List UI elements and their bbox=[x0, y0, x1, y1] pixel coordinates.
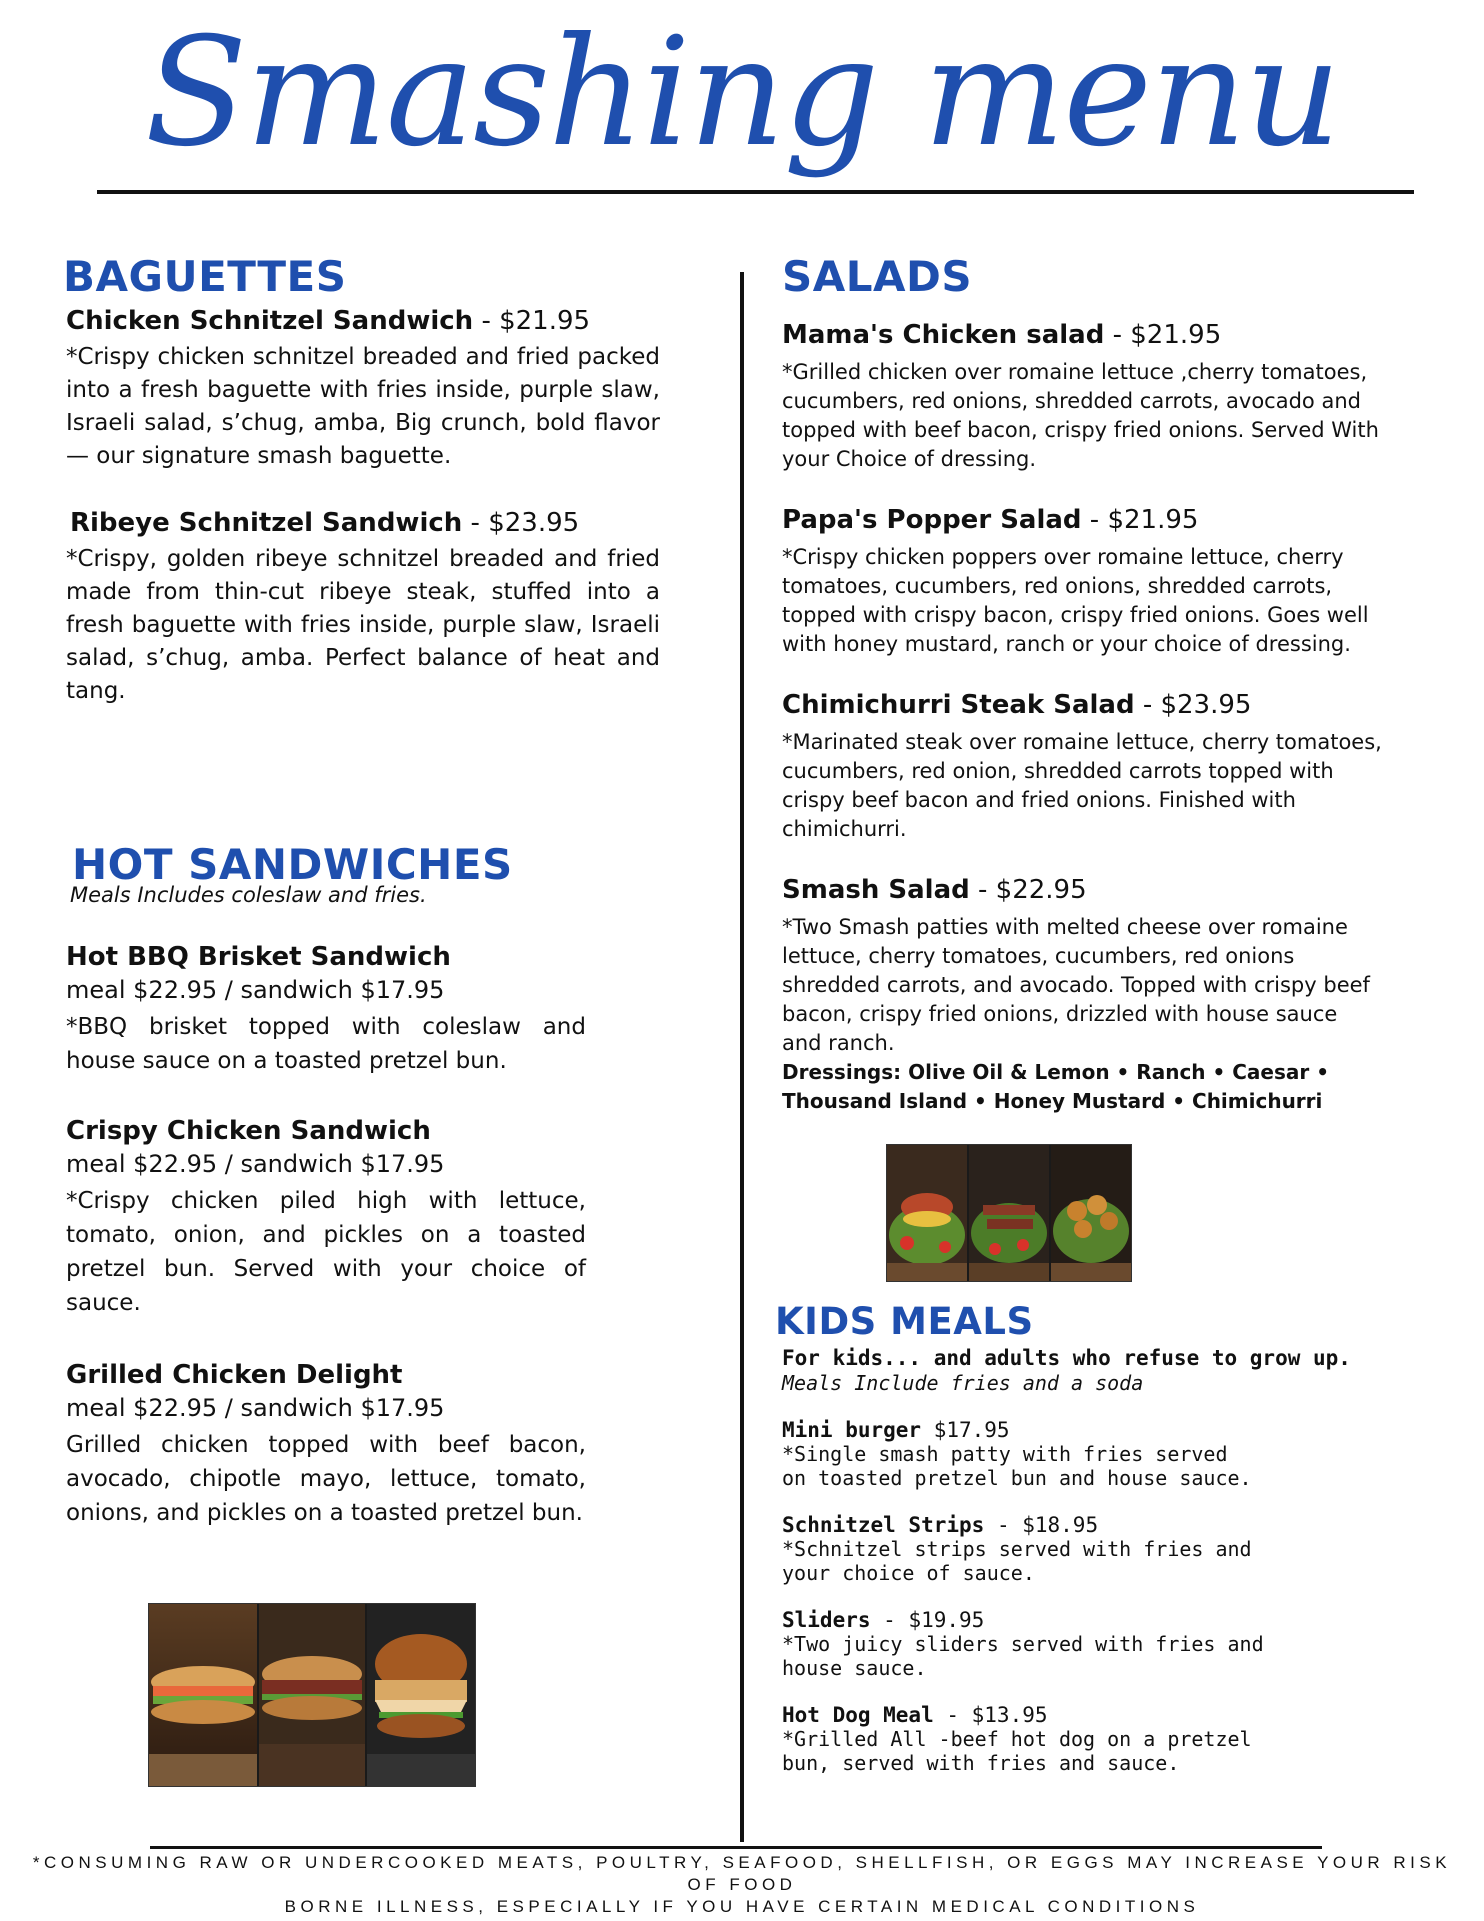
sandwich-photo-strip bbox=[148, 1603, 476, 1787]
item-price: - $21.95 bbox=[1081, 505, 1199, 535]
item-name: Papa's Popper Salad bbox=[782, 505, 1082, 535]
salad-photo-strip bbox=[886, 1144, 1132, 1282]
kids-item-description: *Two juicy sliders served with fries and house sauce. bbox=[782, 1632, 1264, 1680]
menu-title: Smashing menu bbox=[144, 6, 1340, 180]
menu-item-description: *Crispy chicken poppers over romaine lettuce, cherry tomatoes, cucumbers, red onions, shredded carrots, topped with crispy bacon, crispy fried onions. Goes well with honey mustard, ranch or your choice of dressing. bbox=[782, 545, 1369, 656]
kids-tagline: For kids... and adults who refuse to grow up. bbox=[782, 1346, 1351, 1370]
item-price: - $21.95 bbox=[473, 306, 591, 336]
item-price: - $23.95 bbox=[462, 508, 580, 538]
menu-item-price: meal $22.95 / sandwich $17.95 bbox=[66, 1150, 445, 1178]
footer-divider bbox=[150, 1846, 1322, 1849]
kids-item-title bbox=[782, 1703, 1048, 1727]
kids-item-description: *Grilled All -beef hot dog on a pretzel bun, served with fries and sauce. bbox=[782, 1727, 1252, 1775]
menu-item-description: *Grilled chicken over romaine lettuce ,cherry tomatoes, cucumbers, red onions, shredded carrots, avocado and topped with beef bacon, crispy fried onions. Served With your Choice of dressing. bbox=[782, 360, 1379, 471]
disclaimer-line: BORNE ILLNESS, ESPECIALLY IF YOU HAVE CERTAIN MEDICAL CONDITIONS bbox=[284, 1897, 1200, 1916]
kids-item-title bbox=[782, 1418, 1010, 1442]
kids-note: Meals Include fries and a soda bbox=[782, 1371, 1144, 1395]
item-name: Sliders bbox=[782, 1608, 871, 1632]
item-price: - $21.95 bbox=[1104, 320, 1222, 350]
kids-item-description: *Single smash patty with fries served on toasted pretzel bun and house sauce. bbox=[782, 1442, 1252, 1490]
menu-item-description: *Crispy chicken piled high with lettuce, tomato, onion, and pickles on a toasted pretzel bun. Served with your choice of sauce. bbox=[66, 1188, 586, 1316]
disclaimer-line: *CONSUMING RAW OR UNDERCOOKED MEATS, POULTRY, SEAFOOD, SHELLFISH, OR EGGS MAY INCREASE YOUR RISK OF FOOD bbox=[32, 1853, 1452, 1894]
item-price: $17.95 bbox=[921, 1418, 1010, 1442]
menu-item-price: meal $22.95 / sandwich $17.95 bbox=[66, 976, 445, 1004]
menu-item-description: *Marinated steak over romaine lettuce, cherry tomatoes, cucumbers, red onion, shredded carrots topped with crispy beef bacon and fried onions. Finished with chimichurri. bbox=[782, 730, 1382, 841]
menu-item-title bbox=[66, 306, 590, 336]
baguettes-heading: BAGUETTES bbox=[63, 252, 347, 301]
hot-sandwiches-heading: HOT SANDWICHES bbox=[72, 840, 513, 889]
item-name: Ribeye Schnitzel Sandwich bbox=[70, 508, 463, 538]
sandwich-photo-image bbox=[149, 1604, 475, 1786]
menu-item-description: *BBQ brisket topped with coleslaw and house sauce on a toasted pretzel bun. bbox=[66, 1014, 586, 1074]
item-name: Smash Salad bbox=[782, 875, 970, 905]
menu-item-description: *Two Smash patties with melted cheese over romaine lettuce, cherry tomatoes, cucumbers, red onions shredded carrots, and avocado. Topped with crispy beef bacon, crispy fried onions, drizzled with house sauce and ranch. bbox=[782, 915, 1370, 1055]
column-divider bbox=[740, 272, 744, 1842]
food-safety-disclaimer bbox=[30, 1852, 1454, 1918]
item-name: Mama's Chicken salad bbox=[782, 320, 1105, 350]
menu-item-title bbox=[782, 320, 1221, 350]
menu-item-title bbox=[70, 508, 579, 538]
item-name: Mini burger bbox=[782, 1418, 922, 1442]
menu-item-title: Hot BBQ Brisket Sandwich bbox=[66, 942, 451, 972]
menu-item-price: meal $22.95 / sandwich $17.95 bbox=[66, 1394, 445, 1422]
menu-item-title: Crispy Chicken Sandwich bbox=[66, 1116, 431, 1146]
title-divider bbox=[97, 190, 1414, 194]
item-name: Chicken Schnitzel Sandwich bbox=[66, 306, 474, 336]
menu-item-description: *Crispy, golden ribeye schnitzel breaded and fried made from thin-cut ribeye steak, stuffed into a fresh baguette with fries inside, purple slaw, Israeli salad, s’chug, amba. Perfect balance of heat and tang. bbox=[66, 546, 660, 704]
item-name: Chimichurri Steak Salad bbox=[782, 690, 1135, 720]
kids-meals-heading: KIDS MEALS bbox=[775, 1300, 1034, 1343]
item-price: - $18.95 bbox=[984, 1513, 1099, 1537]
menu-item-description: Grilled chicken topped with beef bacon, avocado, chipotle mayo, lettuce, tomato, onions, and pickles on a toasted pretzel bun. bbox=[66, 1432, 586, 1526]
item-price: - $23.95 bbox=[1134, 690, 1252, 720]
menu-item-description: *Crispy chicken schnitzel breaded and fried packed into a fresh baguette with fries inside, purple slaw, Israeli salad, s’chug, amba, Big crunch, bold flavor — our signature smash baguette. bbox=[66, 344, 660, 469]
item-name: Hot Dog Meal bbox=[782, 1703, 934, 1727]
menu-item-title bbox=[782, 505, 1198, 535]
dressings-line: Dressings: Olive Oil & Lemon • Ranch • Caesar • bbox=[782, 1060, 1329, 1084]
salads-heading: SALADS bbox=[782, 252, 973, 301]
hot-sandwiches-note: Meals Includes coleslaw and fries. bbox=[70, 883, 427, 907]
menu-item-title bbox=[782, 690, 1251, 720]
kids-item-title bbox=[782, 1608, 984, 1632]
menu-item-title: Grilled Chicken Delight bbox=[66, 1360, 403, 1390]
item-name: Schnitzel Strips bbox=[782, 1513, 985, 1537]
item-price: - $19.95 bbox=[870, 1608, 985, 1632]
kids-item-description: *Schnitzel strips served with fries and your choice of sauce. bbox=[782, 1537, 1252, 1585]
kids-item-title bbox=[782, 1513, 1098, 1537]
menu-item-title bbox=[782, 875, 1087, 905]
salad-photo-image bbox=[887, 1145, 1131, 1281]
item-price: - $13.95 bbox=[933, 1703, 1048, 1727]
dressings-line: Thousand Island • Honey Mustard • Chimichurri bbox=[782, 1089, 1323, 1113]
item-price: - $22.95 bbox=[969, 875, 1087, 905]
